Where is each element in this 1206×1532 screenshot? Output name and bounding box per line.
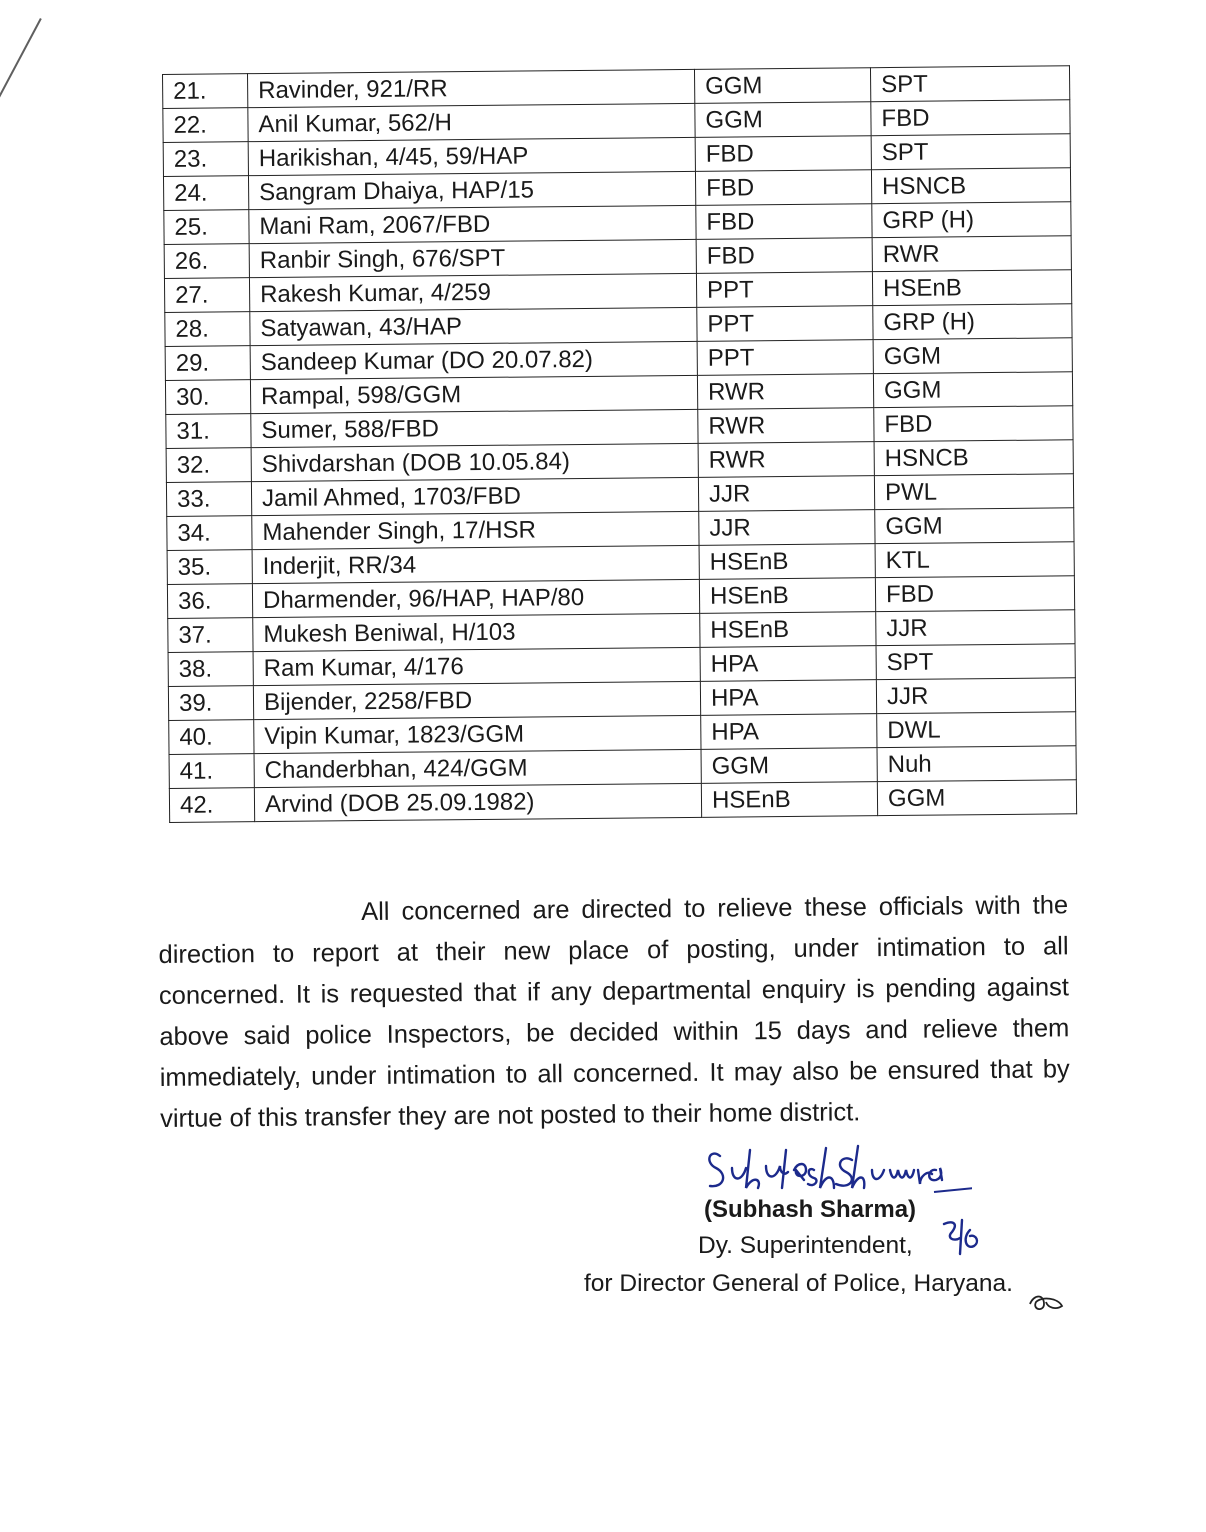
posted-to-cell: GGM (877, 780, 1076, 816)
margin-pen-line (0, 18, 42, 116)
posted-to-cell: HSNCB (874, 440, 1073, 476)
posted-to-cell: JJR (876, 678, 1075, 714)
serial-number-cell: 32. (166, 448, 251, 483)
serial-number-cell: 33. (166, 482, 251, 517)
inspector-name-cell: Bijender, 2258/FBD (253, 681, 700, 719)
posted-to-cell: GGM (873, 338, 1072, 374)
posted-from-cell: HPA (701, 714, 877, 750)
serial-number-cell: 38. (168, 652, 253, 687)
posted-from-cell: PPT (696, 272, 872, 308)
handwritten-initials (940, 1216, 990, 1258)
transfer-table (162, 65, 1071, 823)
serial-number-cell: 34. (167, 516, 252, 551)
inspector-name-cell: Mani Ram, 2067/FBD (249, 205, 696, 243)
posted-from-cell: FBD (696, 204, 872, 240)
inspector-name-cell: Sumer, 588/FBD (251, 409, 698, 447)
inspector-name-cell: Chanderbhan, 424/GGM (254, 749, 701, 787)
posted-from-cell: HSEnB (700, 612, 876, 648)
inspector-name-cell: Shivdarshan (DOB 10.05.84) (251, 443, 698, 481)
posted-from-cell: JJR (699, 510, 875, 546)
serial-number-cell: 31. (166, 414, 251, 449)
posted-to-cell: GRP (H) (872, 202, 1071, 238)
posted-from-cell: FBD (695, 170, 871, 206)
posted-from-cell: RWR (698, 408, 874, 444)
signatory-name: (Subhash Sharma) (704, 1196, 917, 1223)
posted-from-cell: HSEnB (699, 578, 875, 614)
signature-block (580, 1140, 1100, 1320)
posted-from-cell: FBD (696, 238, 872, 274)
inspector-name-cell: Satyawan, 43/HAP (250, 307, 697, 345)
posted-to-cell: Nuh (877, 746, 1076, 782)
serial-number-cell: 39. (168, 686, 253, 721)
posted-to-cell: GGM (873, 372, 1072, 408)
posted-to-cell: GRP (H) (873, 304, 1072, 340)
posted-from-cell: HSEnB (699, 544, 875, 580)
posted-from-cell: HPA (700, 646, 876, 682)
inspector-name-cell: Sangram Dhaiya, HAP/15 (248, 171, 695, 209)
signatory-authority-line: for Director General of Police, Haryana. (584, 1270, 1013, 1297)
posted-to-cell: GGM (875, 508, 1074, 544)
inspector-name-cell: Harikishan, 4/45, 59/HAP (248, 137, 695, 175)
posted-to-cell: SPT (870, 66, 1069, 102)
posted-from-cell: HSEnB (701, 782, 877, 818)
posted-from-cell: HPA (700, 680, 876, 716)
inspector-name-cell: Ranbir Singh, 676/SPT (249, 239, 696, 277)
inspector-name-cell: Vipin Kumar, 1823/GGM (254, 715, 701, 753)
posted-to-cell: PWL (874, 474, 1073, 510)
posted-from-cell: FBD (695, 136, 871, 172)
signatory-designation: Dy. Superintendent, (698, 1232, 913, 1259)
posted-to-cell: SPT (876, 644, 1075, 680)
inspector-name-cell: Mahender Singh, 17/HSR (252, 511, 699, 549)
serial-number-cell: 25. (164, 210, 249, 245)
serial-number-cell: 42. (169, 788, 254, 823)
serial-number-cell: 22. (163, 108, 248, 143)
serial-number-cell: 40. (169, 720, 254, 755)
inspector-name-cell: Dharmender, 96/HAP, HAP/80 (252, 579, 699, 617)
posted-from-cell: PPT (697, 306, 873, 342)
serial-number-cell: 41. (169, 754, 254, 789)
posted-to-cell: DWL (877, 712, 1076, 748)
table-body (163, 66, 1077, 823)
posted-to-cell: FBD (874, 406, 1073, 442)
inspector-name-cell: Inderjit, RR/34 (252, 545, 699, 583)
serial-number-cell: 23. (163, 142, 248, 177)
posted-from-cell: GGM (701, 748, 877, 784)
posted-to-cell: FBD (871, 100, 1070, 136)
posted-to-cell: RWR (872, 236, 1071, 272)
posted-from-cell: GGM (694, 68, 870, 104)
posted-from-cell: RWR (697, 374, 873, 410)
serial-number-cell: 37. (168, 618, 253, 653)
serial-number-cell: 27. (164, 278, 249, 313)
inspector-name-cell: Jamil Ahmed, 1703/FBD (251, 477, 698, 515)
posted-from-cell: PPT (697, 340, 873, 376)
directive-paragraph: All concerned are directed to relieve these officials with the direction to report at their new place of posting, under intimation to all concerned. It is requested that if any departmental enquiry is pending against above said police Inspectors, be decided within 15 days and relieve them immediately, under intimation to all concerned. It may also be ensured that by virtue of this transfer they are not posted to their home district. (158, 890, 1070, 1133)
posted-to-cell: HSEnB (872, 270, 1071, 306)
serial-number-cell: 29. (165, 346, 250, 381)
posted-to-cell: JJR (876, 610, 1075, 646)
inspector-name-cell: Ravinder, 921/RR (248, 69, 695, 107)
serial-number-cell: 28. (165, 312, 250, 347)
inspector-name-cell: Mukesh Beniwal, H/103 (253, 613, 700, 651)
posted-from-cell: JJR (698, 476, 874, 512)
serial-number-cell: 24. (163, 176, 248, 211)
posted-to-cell: FBD (875, 576, 1074, 612)
inspector-name-cell: Sandeep Kumar (DO 20.07.82) (250, 341, 697, 379)
serial-number-cell: 36. (167, 584, 252, 619)
inspector-name-cell: Rakesh Kumar, 4/259 (249, 273, 696, 311)
posted-to-cell: KTL (875, 542, 1074, 578)
inspector-name-cell: Arvind (DOB 25.09.1982) (254, 783, 701, 821)
serial-number-cell: 21. (163, 74, 248, 109)
posted-from-cell: GGM (695, 102, 871, 138)
serial-number-cell: 30. (165, 380, 250, 415)
serial-number-cell: 26. (164, 244, 249, 279)
inspector-name-cell: Anil Kumar, 562/H (248, 103, 695, 141)
serial-number-cell: 35. (167, 550, 252, 585)
inspector-name-cell: Rampal, 598/GGM (250, 375, 697, 413)
posted-from-cell: RWR (698, 442, 874, 478)
posted-to-cell: SPT (871, 134, 1070, 170)
posted-to-cell: HSNCB (871, 168, 1070, 204)
ink-flourish-mark (1026, 1292, 1066, 1312)
inspector-name-cell: Ram Kumar, 4/176 (253, 647, 700, 685)
